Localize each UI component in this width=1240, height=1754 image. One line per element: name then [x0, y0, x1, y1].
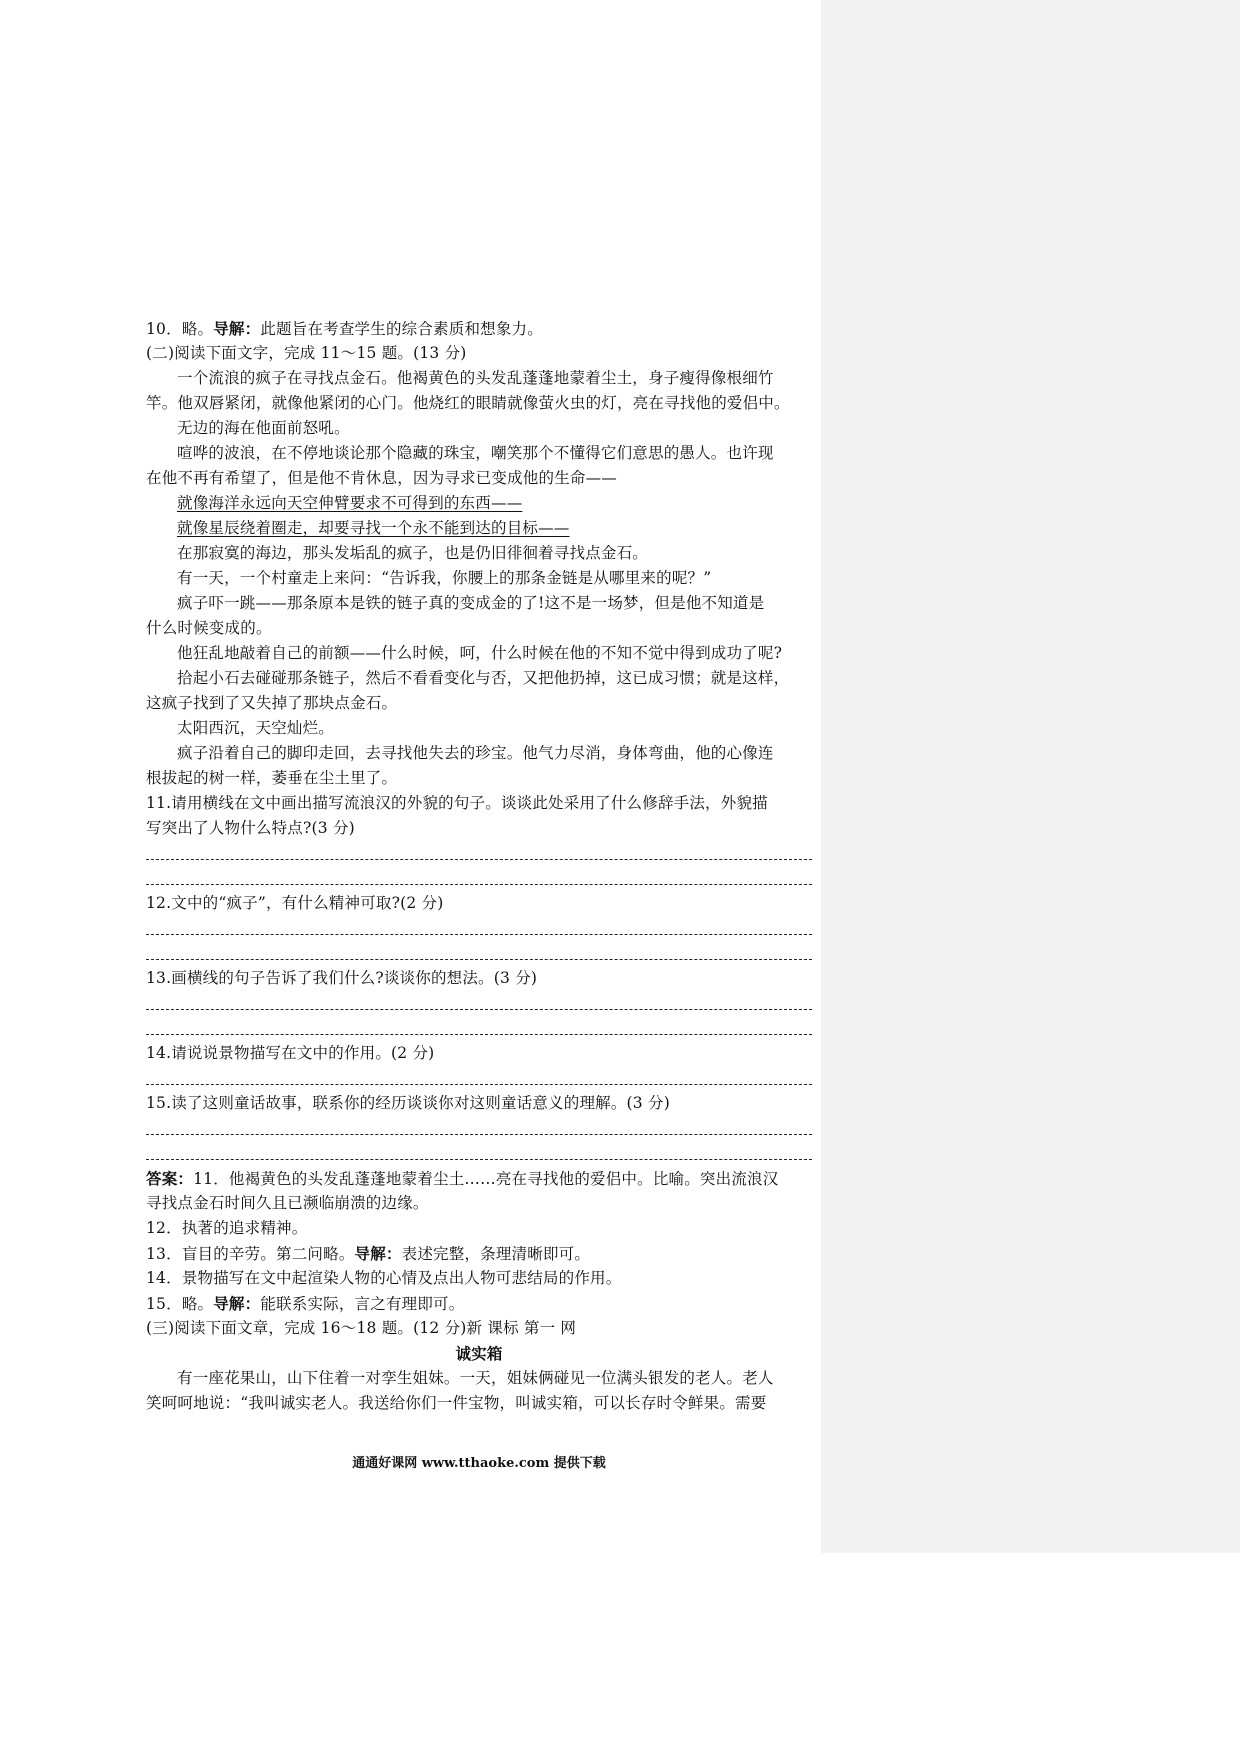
- story-title: 诚实箱: [455, 1344, 503, 1363]
- comment-margin-pane: [821, 0, 1240, 1553]
- passage-line: 在他不再有希望了，但是他不肯休息，因为寻求已变成他的生命——: [146, 469, 618, 487]
- answer-blank-line[interactable]: [146, 941, 812, 966]
- answer-blank-line[interactable]: [146, 916, 812, 941]
- answer-blank-line[interactable]: [146, 841, 812, 866]
- answer-blank-line[interactable]: [146, 991, 812, 1016]
- passage-line: 竿。他双唇紧闭，就像他紧闭的心门。他烧红的眼睛就像萤火虫的灯，亮在寻找他的爱侣中。: [146, 394, 790, 412]
- section3-header: (三)阅读下面文章，完成 16～18 题。(12 分)新 课标 第一 网: [146, 1319, 577, 1337]
- answer-label: 答案：: [146, 1169, 194, 1188]
- section2-header: (二)阅读下面文字，完成 11～15 题。(13 分): [146, 344, 467, 362]
- answer-11: 答案：11．他褐黄色的头发乱蓬蓬地蒙着尘土……亮在寻找他的爱侣中。比喻。突出流浪汉: [146, 1169, 779, 1188]
- passage-line: 有一天，一个村童走上来问：“告诉我，你腰上的那条金链是从哪里来的呢？”: [177, 569, 712, 587]
- answer-blank-line[interactable]: [146, 1066, 812, 1091]
- answer-15: 15．略。导解：能联系实际，言之有理即可。: [146, 1294, 465, 1313]
- answer-11-cont: 寻找点金石时间久且已濒临崩溃的边缘。: [146, 1194, 429, 1212]
- passage-line: 什么时候变成的。: [146, 619, 272, 637]
- answer-blank-line[interactable]: [146, 1016, 812, 1041]
- answer-12: 12．执著的追求精神。: [146, 1219, 308, 1237]
- underlined-sentence: 就像星辰绕着圈走，却要寻找一个永不能到达的目标——: [177, 519, 570, 537]
- question-15: 15.读了这则童话故事，联系你的经历谈谈你对这则童话意义的理解。(3 分): [146, 1094, 670, 1112]
- question-12: 12.文中的“疯子”，有什么精神可取?(2 分): [146, 894, 444, 912]
- passage-line: 这疯子找到了又失掉了那块点金石。: [146, 694, 398, 712]
- story-line: 有一座花果山，山下住着一对孪生姐妹。一天，姐妹俩碰见一位满头银发的老人。老人: [177, 1369, 774, 1387]
- passage-line: 他狂乱地敲着自己的前额——什么时候，呵，什么时候在他的不知不觉中得到成功了呢?: [177, 644, 783, 662]
- question-14: 14.请说说景物描写在文中的作用。(2 分): [146, 1044, 435, 1062]
- passage-line: 一个流浪的疯子在寻找点金石。他褐黄色的头发乱蓬蓬地蒙着尘土，身子瘦得像根细竹: [177, 369, 774, 387]
- passage-line: 根拔起的树一样，萎垂在尘土里了。: [146, 769, 398, 787]
- answer-blank-line[interactable]: [146, 866, 812, 891]
- answer-blank-line[interactable]: [146, 1141, 812, 1166]
- question-11: 11.请用横线在文中画出描写流浪汉的外貌的句子。谈谈此处采用了什么修辞手法，外貌描: [146, 794, 768, 812]
- q10-line: 10．略。导解：此题旨在考查学生的综合素质和想象力。: [146, 319, 543, 338]
- passage-line: 太阳西沉，天空灿烂。: [177, 719, 335, 737]
- passage-line: 拾起小石去碰碰那条链子，然后不看看变化与否，又把他扔掉，这已成习惯；就是这样，: [177, 669, 790, 687]
- passage-line: 在那寂寞的海边，那头发垢乱的疯子，也是仍旧徘徊着寻找点金石。: [177, 544, 649, 562]
- question-11-cont: 写突出了人物什么特点?(3 分): [146, 819, 355, 837]
- answer-13: 13．盲目的辛劳。第二问略。导解：表述完整，条理清晰即可。: [146, 1244, 591, 1263]
- passage-line: 疯子吓一跳——那条原本是铁的链子真的变成金的了!这不是一场梦，但是他不知道是: [177, 594, 765, 612]
- story-line: 笑呵呵地说：“我叫诚实老人。我送给你们一件宝物，叫诚实箱，可以长存时令鲜果。需要: [146, 1394, 767, 1412]
- document-page: [146, 316, 812, 1416]
- answer-14: 14．景物描写在文中起渲染人物的心情及点出人物可悲结局的作用。: [146, 1269, 622, 1287]
- underlined-sentence: 就像海洋永远向天空伸臂要求不可得到的东西——: [177, 494, 523, 512]
- answer-blank-line[interactable]: [146, 1116, 812, 1141]
- question-13: 13.画横线的句子告诉了我们什么?谈谈你的想法。(3 分): [146, 969, 538, 987]
- passage-line: 疯子沿着自己的脚印走回，去寻找他失去的珍宝。他气力尽消，身体弯曲，他的心像连: [177, 744, 774, 762]
- page-footer: 通通好课网 www.tthaoke.com 提供下载: [352, 1456, 606, 1471]
- passage-line: 无边的海在他面前怒吼。: [177, 419, 350, 437]
- passage-line: 喧哗的波浪，在不停地谈论那个隐藏的珠宝，嘲笑那个不懂得它们意思的愚人。也许现: [177, 444, 774, 462]
